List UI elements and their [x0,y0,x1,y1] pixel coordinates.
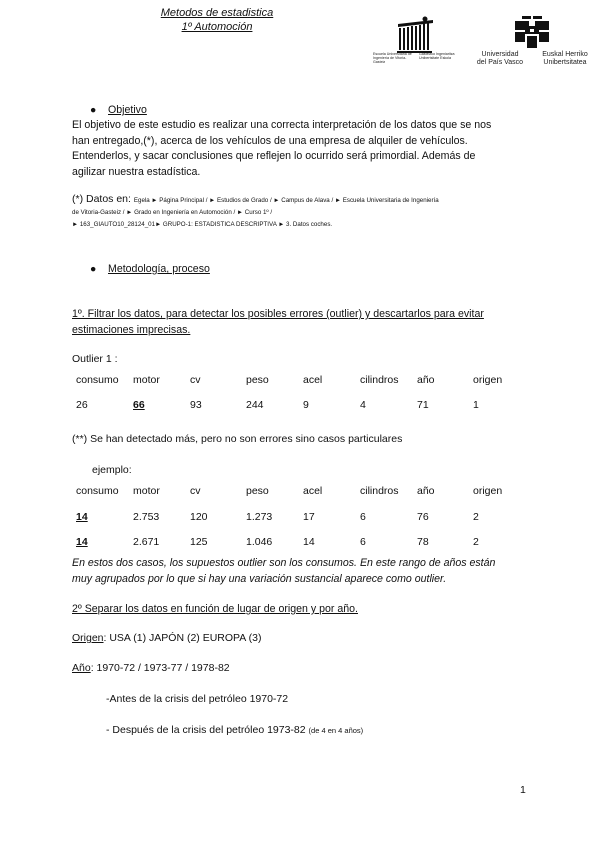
col-peso: peso [246,374,269,386]
step1-heading: 1º. Filtrar los datos, para detectar los posibles errores (outlier) y descartarlos para evitar estimaciones imprecisas. [72,308,484,336]
school-logo [373,14,463,70]
anio-label: Año [72,662,91,674]
school-caption-right: Gasteizko Ingeniaritza Unibertsitate Eskola [419,52,455,61]
after-crisis-note: (de 4 en 4 años) [308,726,364,735]
example-header-row: consumo motor cv peso acel cilindros año origen [76,485,503,497]
col-cv: cv [190,374,201,386]
school-caption-left: Escuela Universitaria de Ingeniería de Vitoria-Gasteiz [373,52,412,65]
university-name-es: Universidad del País Vasco [476,51,524,66]
page-number: 1 [520,784,526,796]
table-row: 26 66 93 244 9 4 71 1 [76,399,479,411]
outlier-value: 14 [76,536,88,548]
table-row: 14 2.753 120 1.273 17 6 76 2 [76,511,479,523]
datos-en-label: (*) Datos en: [72,193,131,205]
after-crisis: - Después de la crisis del petróleo 1973-82 [106,724,306,736]
note-more-detected: (**) Se han detectado más, pero no son errores sino casos particulares [72,433,403,445]
outlier1-label: Outlier 1 : [72,353,118,365]
before-crisis: -Antes de la crisis del petróleo 1970-72 [106,693,289,705]
col-cilindros: cilindros [360,374,399,386]
outlier1-header-row [76,374,516,388]
university-logo [466,14,596,72]
datos-en-block [72,193,532,231]
metodologia-bullet-icon: ● [90,263,97,275]
origen-values: : USA (1) JAPÓN (2) EUROPA (3) [103,632,262,644]
origen-label: Origen [72,632,104,644]
datos-en-path-2: de Vitoria-Gasteiz / ► Grado en Ingeniería en Automoción / ► Curso 1º / [72,209,273,216]
datos-en-path-1: Egela ► Página Principal / ► Estudios de Grado / ► Campus de Alava / ► Escuela Universitaria de Ingeniería [133,197,439,204]
example-note: En estos dos casos, los supuestos outlier son los consumos. En este rango de años están muy agrupados por lo que si hay una variación sustancial aparece como outlier. [72,557,496,585]
objetivo-heading: Objetivo [108,104,147,116]
step2-heading: 2º Separar los datos en función de lugar de origen y por año. [72,603,358,615]
datos-en-path-3: ► 163_GIAUTO10_28124_01► GRUPO-1: ESTADISTICA DESCRIPTIVA ► 3. Datos coches. [72,221,333,228]
col-acel: acel [303,374,323,386]
origen-line [72,632,261,644]
metodologia-heading: Metodología, proceso [108,263,210,275]
outlier-value: 66 [133,399,145,411]
anio-line [72,662,230,674]
col-anio: año [417,374,435,386]
example-label: ejemplo: [92,464,132,476]
university-emblem-icon [512,14,552,50]
university-name-eu: Euskal Herriko Unibertsitatea [542,51,588,66]
objetivo-bullet-icon: ● [90,104,97,116]
col-consumo: consumo [76,374,119,386]
document-title-line2: 1º Automoción [181,21,253,33]
document-title-line1: Metodos de estadistica [160,7,274,19]
outlier-value: 14 [76,511,88,523]
anio-values: : 1970-72 / 1973-77 / 1978-82 [90,662,230,674]
col-motor: motor [133,374,160,386]
col-origen: origen [473,374,503,386]
table-row: 14 2.671 125 1.046 14 6 78 2 [76,536,479,548]
objetivo-text: El objetivo de este estudio es realizar una correcta interpretación de los datos que se nos han entregado,(*), acerca de los vehículos de una empresa de alquiler de vehículos. Entenderlos, y sacar conclusiones que reflejen lo ocurrido será primordial. Además de agilizar nuestra estadística. [72,119,492,178]
after-crisis-line [106,724,363,736]
